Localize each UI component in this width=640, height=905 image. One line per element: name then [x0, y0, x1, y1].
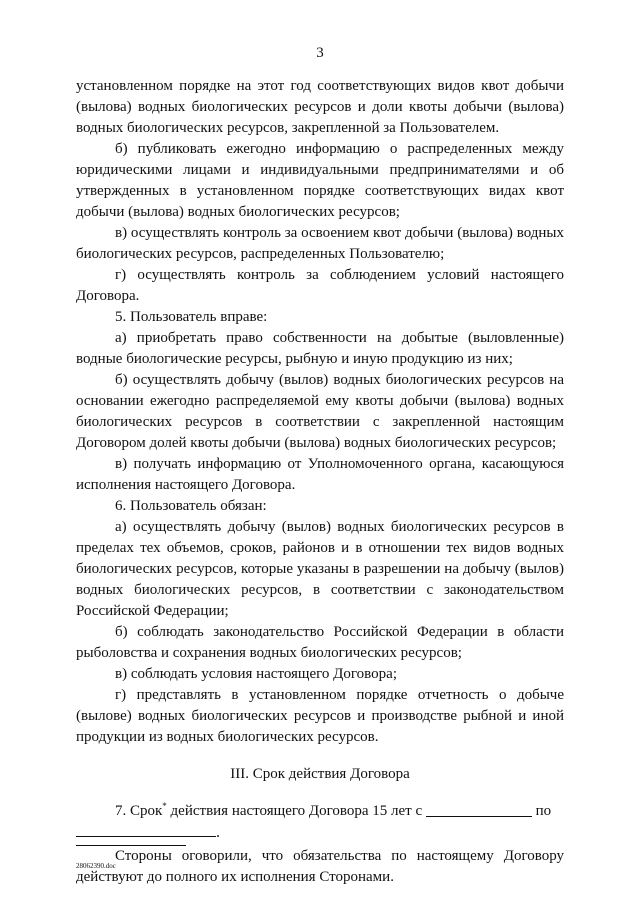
end-date-line: [76, 822, 564, 843]
term-po: по: [531, 803, 552, 819]
page-number: 3: [316, 45, 324, 61]
paragraph-5a: а) приобретать право собственности на добытые (выловленные) водные биологические ресурсы, рыбную и иную продукцию из них;: [76, 330, 564, 367]
term-lead: 7. Срок: [115, 803, 163, 819]
start-date-blank: [426, 802, 532, 817]
footer-filename: 28062390.doc: [76, 862, 116, 870]
paragraph-5v: в) получать информацию от Уполномоченного органа, касающуюся исполнения настоящего Договора.: [76, 456, 564, 493]
paragraph-6v: в) соблюдать условия настоящего Договора;: [115, 666, 397, 682]
footnote-mark: *: [162, 801, 167, 811]
clause-5-title: 5. Пользователь вправе:: [115, 309, 268, 325]
document-body: [76, 76, 564, 888]
clause-7-term: [76, 801, 564, 822]
paragraph-continuation: установленном порядке на этот год соответствующих видов квот добычи (вылова) водных биологических ресурсов и доли квоты добычи (вылова) водных биологических ресурсов, закрепленной за Пользователем.: [76, 78, 564, 136]
paragraph-4b: б) публиковать ежегодно информацию о распределенных между юридическими лицами и индивидуальными предпринимателями и об утвержденных в установленном порядке соответствующих видах квот добычи (вылова) водных биологических ресурсов;: [76, 141, 564, 220]
paragraph-6b: б) соблюдать законодательство Российской Федерации в области рыболовства и сохранения водных биологических ресурсов;: [76, 624, 564, 661]
end-date-blank: [76, 822, 216, 837]
clause-6-title: 6. Пользователь обязан:: [115, 498, 267, 514]
paragraph-4g: г) осуществлять контроль за соблюдением условий настоящего Договора.: [76, 267, 564, 304]
paragraph-6a: а) осуществлять добычу (вылов) водных биологических ресурсов в пределах тех объемов, сроков, районов и в отношении тех видов водных биологических ресурсов, которые указаны в разрешении на добычу (вылов) водных биологических ресурсов, в соответствии с законодательством Российской Федерации;: [76, 519, 564, 619]
paragraph-4v: в) осуществлять контроль за освоением квот добычи (вылова) водных биологических ресурсов, распределенных Пользователю;: [76, 225, 564, 262]
paragraph-5b: б) осуществлять добычу (вылов) водных биологических ресурсов на основании ежегодно распределяемой ему квоты добычи (вылова) водных биологических ресурсов в соответствии с закрепленной настоящим Договором долей квоты добычи (вылова) водных биологических ресурсов;: [76, 372, 564, 451]
term-text: действия настоящего Договора 15 лет с: [166, 803, 426, 819]
term-end-dot: .: [216, 824, 220, 841]
paragraph-6g: г) представлять в установленном порядке отчетность о добыче (вылове) водных биологических ресурсов и производстве рыбной и иной продукции из водных биологических ресурсов.: [76, 687, 564, 745]
section-heading: III. Срок действия Договора: [230, 766, 410, 782]
closing-paragraph: Стороны оговорили, что обязательства по настоящему Договору действуют до полного их исполнения Сторонами.: [76, 848, 564, 885]
